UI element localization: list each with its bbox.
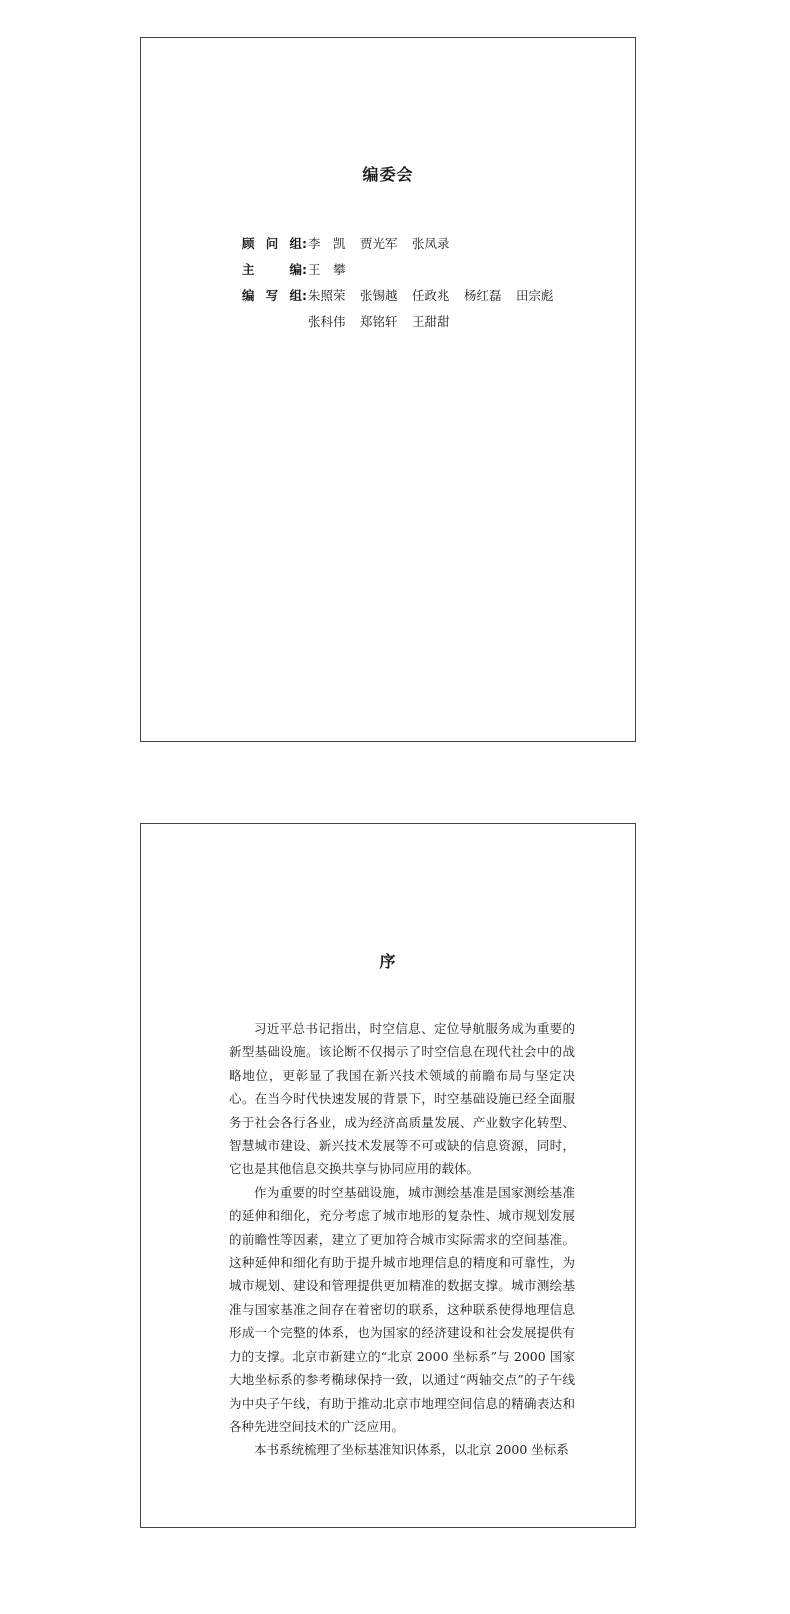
board-member-name: 张科伟 — [308, 314, 346, 329]
board-member-name: 张凤录 — [412, 236, 450, 251]
board-role-colon: : — [302, 236, 307, 251]
board-member-names — [308, 257, 588, 283]
board-member-name: 朱照荣 — [308, 288, 346, 303]
board-member-name: 王甜甜 — [412, 314, 450, 329]
preface-paragraph: 作为重要的时空基础设施，城市测绘基准是国家测绘基准的延伸和细化，充分考虑了城市地形的复杂性、城市规划发展的前瞻性等因素，建立了更加符合城市实际需求的空间基准。这种延伸和细化有助于提升城市地理信息的精度和可靠性，为城市规划、建设和管理提供更加精准的数据支撑。城市测绘基准与国家基准之间存在着密切的联系，这种联系使得地理信息形成一个完整的体系，也为国家的经济建设和社会发展提供有力的支撑。北京市新建立的“北京 2000 坐标系”与 2000 国家大地坐标系的参考椭球保持一致，以通过“两轴交点”的子午线为中央子午线，有助于推动北京市地理空间信息的精确表达和各种先进空间技术的广泛应用。 — [229, 1184, 575, 1434]
board-member-name: 贾光军 — [360, 236, 398, 251]
page-title: 编委会 — [362, 165, 414, 184]
page-title: 序 — [379, 952, 397, 971]
board-member-names — [308, 231, 588, 257]
board-role-label: 主编 — [242, 262, 302, 277]
board-row — [242, 257, 588, 283]
board-role-colon: : — [302, 288, 307, 303]
board-member-names — [308, 283, 588, 335]
preface-paragraph: 本书系统梳理了坐标基准知识体系，以北京 2000 坐标系 — [254, 1442, 569, 1458]
board-member-name: 张锡越 — [360, 288, 398, 303]
board-row — [242, 283, 588, 335]
editorial-board-page — [140, 37, 636, 742]
board-member-name: 杨红磊 — [464, 288, 502, 303]
editorial-board-list — [242, 231, 588, 335]
board-role-label: 顾问组 — [242, 236, 302, 251]
board-role-label: 编写组 — [242, 288, 302, 303]
preface-page — [140, 823, 636, 1528]
board-row — [242, 231, 588, 257]
board-member-name: 任政兆 — [412, 288, 450, 303]
preface-body — [229, 1017, 575, 1462]
board-member-name: 田宗彪 — [516, 288, 554, 303]
preface-paragraph: 习近平总书记指出，时空信息、定位导航服务成为重要的新型基础设施。该论断不仅揭示了时空信息在现代社会中的战略地位，更彰显了我国在新兴技术领域的前瞻布局与坚定决心。在当今时代快速发展的背景下，时空基础设施已经全面服务于社会各行各业，成为经济高质量发展、产业数字化转型、智慧城市建设、新兴技术发展等不可或缺的信息资源，同时，它也是其他信息交换共享与协同应用的载体。 — [229, 1021, 575, 1177]
board-member-name: 郑铭轩 — [360, 314, 398, 329]
board-role-colon: : — [302, 262, 307, 277]
board-member-name: 李 凯 — [308, 236, 346, 251]
board-member-name: 王 攀 — [308, 262, 346, 277]
